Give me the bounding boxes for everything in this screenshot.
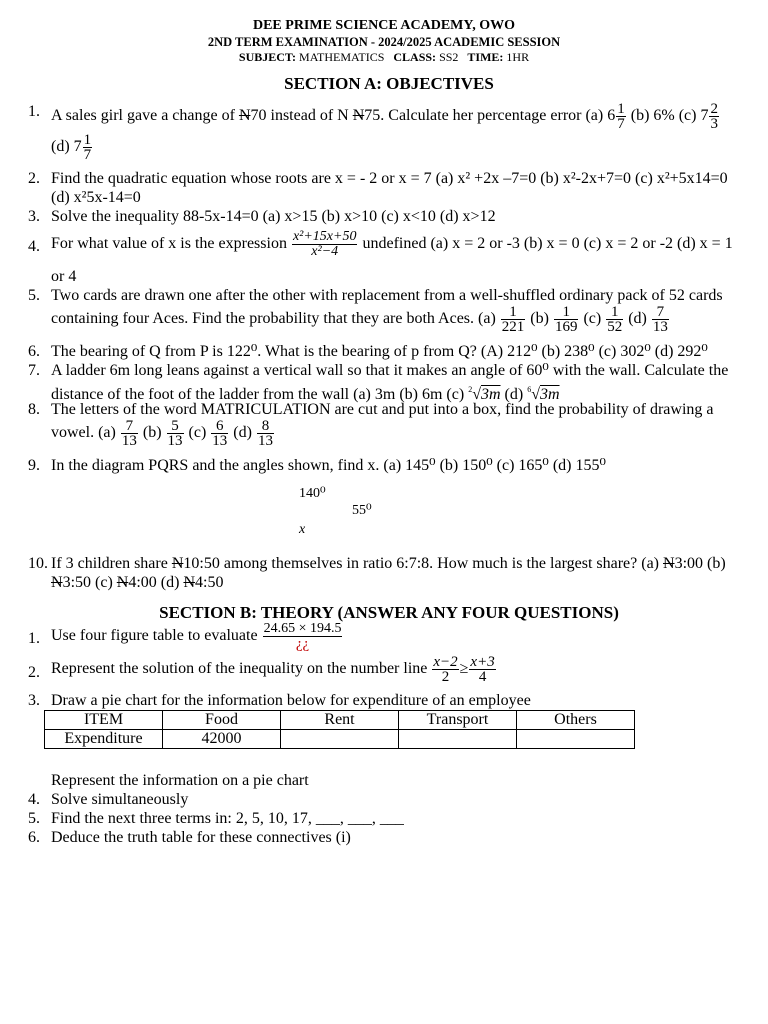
q-text-part: Use four figure table to evaluate (51, 627, 262, 645)
fraction (554, 305, 579, 334)
naira-symbol: N (51, 574, 63, 591)
q-text-part: (b) (138, 424, 166, 442)
fraction (469, 655, 495, 684)
numerator: x+3 (470, 654, 495, 670)
question-text (51, 102, 750, 131)
expenditure-table (44, 710, 635, 749)
table-cell (399, 730, 517, 749)
table-cell: Expenditure (45, 730, 163, 749)
question-number: 4. (28, 238, 40, 255)
question-number: 6. (28, 829, 40, 846)
q-text-part: 3:00 (b) (674, 555, 726, 572)
q-text-part: 3:50 (c) (62, 574, 117, 591)
numerator: 7 (652, 305, 669, 320)
time-label: TIME: (467, 50, 504, 64)
question-number: 10. (28, 555, 48, 572)
q-text-part: (d) (500, 386, 528, 403)
fraction (616, 102, 626, 131)
question-text (51, 554, 750, 573)
question-number: 3. (28, 208, 40, 225)
question-text (51, 419, 750, 448)
q-text-part: A sales girl gave a change of (51, 107, 239, 125)
q-text-part: Represent the solution of the inequality on the number line (51, 660, 432, 678)
denominator: 7 (617, 116, 625, 132)
denominator: 52 (607, 319, 623, 335)
q-text-part: 10:50 among themselves in ratio 6:7:8. How much is the largest share? (a) (183, 555, 663, 572)
denominator: 2 (441, 669, 450, 685)
table-header-cell: Food (163, 711, 281, 730)
denominator: 13 (167, 433, 183, 449)
numerator: 1 (617, 101, 625, 117)
fraction (257, 419, 274, 448)
naira-symbol: N (171, 555, 184, 572)
denominator: 13 (121, 433, 137, 449)
root-index: 2 (468, 385, 473, 394)
question-number: 4. (28, 791, 40, 808)
question-number: 5. (28, 810, 40, 827)
denominator: 13 (212, 433, 228, 449)
q-text-part: undefined (a) x = 2 or -3 (b) x = 0 (c) x = 2 or -2 (d) x = 1 (358, 235, 733, 253)
table-cell (517, 730, 635, 749)
question-text: or 4 (51, 268, 77, 285)
radical-sign: √ (472, 386, 481, 403)
naira-symbol: N (183, 574, 195, 591)
numerator: x²+15x+50 (292, 229, 357, 244)
table-header-row (45, 711, 635, 730)
naira-symbol: N (238, 107, 251, 125)
numerator: 1 (606, 305, 623, 320)
radicand: 3m (480, 386, 501, 403)
naira-symbol: N (116, 574, 129, 591)
denominator: 13 (652, 319, 668, 335)
question-text (51, 655, 750, 684)
q-text-part: For what value of x is the expression (51, 235, 291, 253)
question-number: 6. (28, 343, 40, 360)
subject-value: MATHEMATICS (299, 50, 385, 64)
q-text-part: 4:00 (d) (128, 574, 184, 591)
question-text (51, 622, 750, 651)
denominator: 4 (478, 669, 487, 685)
question-number: 9. (28, 457, 40, 474)
question-text (51, 305, 750, 334)
denominator: 3 (710, 116, 718, 132)
time-value: 1HR (506, 50, 530, 64)
numerator: 24.65 × 194.5 (263, 621, 342, 636)
numerator: x−2 (433, 654, 458, 670)
question-number: 5. (28, 287, 40, 304)
q-text-part: (d) (624, 310, 651, 328)
question-text (51, 573, 750, 592)
table-header-cell: Others (517, 711, 635, 730)
fraction (83, 133, 93, 162)
q-text-part: 75. Calculate her percentage error (a) 6 (364, 107, 616, 125)
table-cell (281, 730, 399, 749)
inequality-sign: ≥ (459, 660, 469, 678)
class-value: SS2 (439, 50, 459, 64)
table-header-cell: ITEM (45, 711, 163, 730)
section-a-title: SECTION A: OBJECTIVES (284, 74, 494, 93)
table-row (45, 730, 635, 749)
fraction (167, 419, 184, 448)
diagram-angle-140: 140⁰ (299, 486, 326, 501)
numerator: 1 (83, 132, 92, 148)
table-cell: 42000 (163, 730, 281, 749)
table-header-cell: Transport (399, 711, 517, 730)
fraction (501, 305, 526, 334)
numerator: 1 (554, 305, 579, 320)
q-text-part: 4:50 (195, 574, 224, 591)
question-number: 2. (28, 170, 40, 187)
numerator: 5 (167, 419, 184, 434)
question-text: Solve simultaneously (51, 791, 189, 808)
question-text (51, 230, 750, 259)
q-text-part: containing four Aces. Find the probability that they are both Aces. (a) (51, 310, 500, 328)
q-text-part: distance of the foot of the ladder from the wall (a) 3m (b) 6m (c) (51, 386, 469, 403)
question-number: 7. (28, 362, 40, 379)
subject-label: SUBJECT: (238, 50, 297, 64)
question-text: The bearing of Q from P is 122⁰. What is the bearing of p from Q? (A) 212⁰ (b) 238⁰ (c) 302⁰ (d) 292⁰ (51, 343, 708, 360)
naira-symbol: N (663, 555, 675, 572)
exam-title: 2ND TERM EXAMINATION - 2024/2025 ACADEMIC SESSION (207, 35, 561, 49)
denominator: 169 (554, 319, 578, 335)
question-b3-follow: Represent the information on a pie chart (51, 772, 309, 789)
diagram-angle-x: x (299, 522, 306, 537)
fraction (432, 655, 458, 684)
q-text-part: (c) (579, 310, 606, 328)
denominator: 221 (501, 319, 525, 335)
radicand: 3m (539, 386, 560, 403)
q-text-part: (d) (229, 424, 256, 442)
fraction (292, 230, 358, 259)
q-text-line: Find the quadratic equation whose roots are x = - 2 or x = 7 (a) x² +2x –7=0 (b) x²-2x+7=0 (c) x²+5x14=0 (51, 170, 728, 187)
naira-symbol: N (352, 107, 365, 125)
numerator: 7 (121, 419, 138, 434)
fraction (121, 419, 138, 448)
fraction (606, 305, 623, 334)
question-text (51, 133, 750, 162)
numerator: 2 (710, 101, 718, 117)
question-text: In the diagram PQRS and the angles shown, find x. (a) 145⁰ (b) 150⁰ (c) 165⁰ (d) 155⁰ (51, 457, 606, 474)
q-text-line: (d) x²5x-14=0 (51, 189, 141, 206)
question-number: 1. (28, 103, 40, 120)
question-number: 3. (28, 692, 40, 709)
q-text-part: (b) 6% (c) 7 (626, 107, 709, 125)
numerator: 1 (501, 305, 526, 320)
fraction (652, 305, 669, 334)
question-text (51, 169, 750, 207)
question-text: Deduce the truth table for these connectives (i) (51, 829, 351, 846)
q-text-part: (d) 7 (51, 138, 82, 156)
q-text-part: vowel. (a) (51, 424, 120, 442)
subject-line (0, 48, 768, 67)
denominator: ¿¿ (295, 636, 310, 652)
table-header-cell: Rent (281, 711, 399, 730)
question-text: Find the next three terms in: 2, 5, 10, 17, ___, ___, ___ (51, 810, 404, 827)
question-text: A ladder 6m long leans against a vertical wall so that it makes an angle of 60⁰ with the wall. Calculate the (51, 362, 729, 379)
section-b-title: SECTION B: THEORY (ANSWER ANY FOUR QUESTIONS) (159, 603, 619, 622)
denominator: x²−4 (311, 244, 339, 259)
question-text: The letters of the word MATRICULATION are cut and put into a box, find the probability of drawing a (51, 401, 714, 418)
numerator: 6 (211, 419, 228, 434)
radical-sign: √ (531, 386, 540, 403)
root-index: 6 (527, 385, 532, 394)
fraction (211, 419, 228, 448)
q-text-part: If 3 children share (51, 555, 172, 572)
q-text-part: (c) (184, 424, 211, 442)
question-number: 8. (28, 401, 40, 418)
question-text: Two cards are drawn one after the other with replacement from a well-shuffled ordinary pack of 52 cards (51, 287, 723, 304)
school-name: DEE PRIME SCIENCE ACADEMY, OWO (252, 18, 515, 33)
numerator: 8 (257, 419, 274, 434)
question-text: Solve the inequality 88-5x-14=0 (a) x>15 (b) x>10 (c) x<10 (d) x>12 (51, 208, 496, 225)
class-label: CLASS: (393, 50, 437, 64)
question-number: 1. (28, 630, 40, 647)
q-text-part: 70 instead of N (250, 107, 353, 125)
q-text-part: (b) (526, 310, 553, 328)
diagram-angle-55: 55⁰ (352, 503, 372, 518)
question-number: 2. (28, 664, 40, 681)
denominator: 7 (83, 147, 92, 163)
denominator: 13 (257, 433, 273, 449)
question-text: Draw a pie chart for the information below for expenditure of an employee (51, 692, 531, 709)
fraction (263, 622, 343, 651)
fraction (709, 102, 719, 131)
